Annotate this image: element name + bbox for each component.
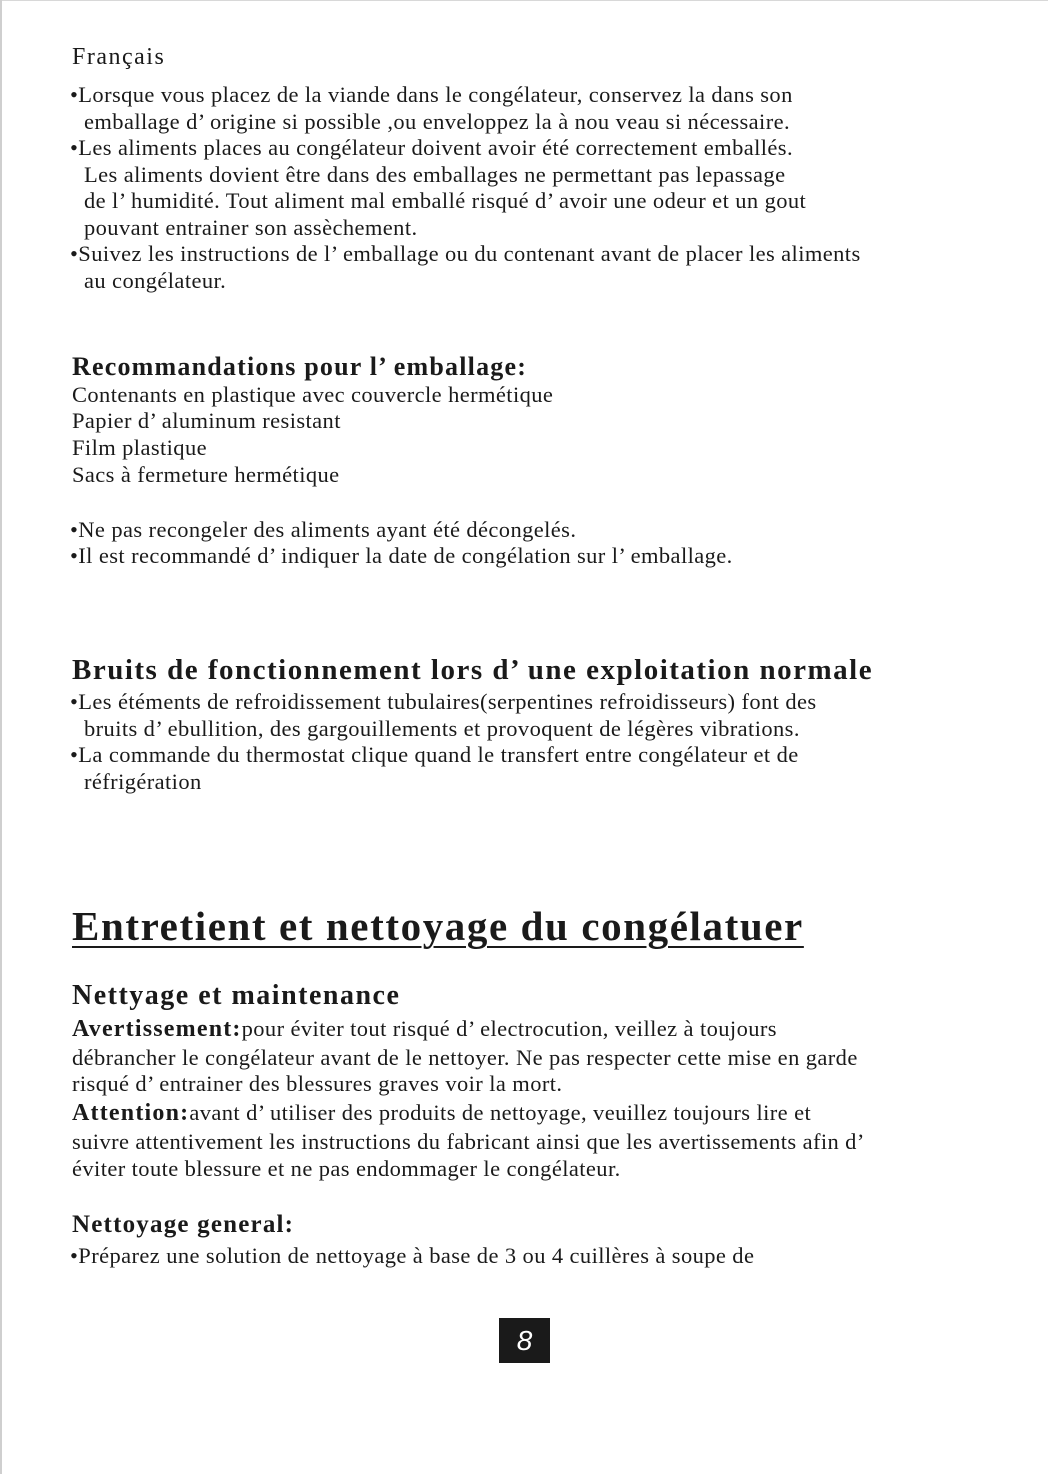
page-number: 8	[499, 1318, 550, 1363]
intro-line-8: au congélateur.	[84, 268, 227, 293]
warning-line-2: débrancher le congélateur avant de le nettoyer. Ne pas respecter cette mise en garde	[72, 1045, 858, 1070]
intro-line-6: pouvant entrainer son assèchement.	[84, 215, 418, 240]
attention-line-3: éviter toute blessure et ne pas endommager le congélateur.	[72, 1156, 621, 1181]
warning-text: pour éviter tout risqué d’ electrocution, veillez à toujours	[241, 1016, 777, 1041]
general-cleaning-line-1: •Préparez une solution de nettoyage à base de 3 ou 4 cuillères à soupe de	[70, 1243, 755, 1268]
general-cleaning-heading: Nettoyage general:	[72, 1211, 295, 1238]
page-border-left	[0, 0, 2, 1474]
care-title: Entretient et nettoyage du congélatuer	[72, 903, 804, 949]
noises-heading: Bruits de fonctionnement lors d’ une exploitation normale	[72, 654, 874, 686]
attention-line-1	[72, 1100, 811, 1127]
noises-line-1: •Les étéments de refroidissement tubulaires(serpentines refroidisseurs) font des	[70, 689, 817, 714]
noises-line-3: •La commande du thermostat clique quand le transfert entre congélateur et de	[70, 742, 799, 767]
intro-line-5: de l’ humidité. Tout aliment mal emballé risqué d’ avoir une odeur et un gout	[84, 188, 807, 213]
packaging-heading: Recommandations pour l’ emballage:	[72, 352, 528, 381]
language-label: Français	[72, 44, 166, 70]
packaging-note-date: •Il est recommandé d’ indiquer la date de congélation sur l’ emballage.	[70, 543, 733, 568]
packaging-item: Papier d’ aluminum resistant	[72, 408, 341, 433]
attention-line-2: suivre attentivement les instructions du fabricant ainsi que les avertissements afin d’	[72, 1129, 865, 1154]
attention-text: avant d’ utiliser des produits de nettoyage, veuillez toujours lire et	[189, 1100, 812, 1125]
intro-line-7: •Suivez les instructions de l’ emballage ou du contenant avant de placer les aliments	[70, 241, 861, 266]
intro-line-3: •Les aliments places au congélateur doivent avoir été correctement emballés.	[70, 135, 793, 160]
page-border-top	[0, 0, 1048, 1]
packaging-note-refreeze: •Ne pas recongeler des aliments ayant été décongelés.	[70, 517, 577, 542]
attention-label: Attention:	[72, 1100, 190, 1126]
noises-line-4: réfrigération	[84, 769, 202, 794]
warning-line-1	[72, 1016, 777, 1043]
packaging-item: Sacs à fermeture hermétique	[72, 462, 340, 487]
care-subheading: Nettyage et maintenance	[72, 980, 401, 1011]
warning-label: Avertissement:	[72, 1016, 242, 1042]
packaging-item: Film plastique	[72, 435, 207, 460]
warning-line-3: risqué d’ entrainer des blessures graves voir la mort.	[72, 1071, 563, 1096]
intro-line-1: •Lorsque vous placez de la viande dans le congélateur, conservez la dans son	[70, 82, 793, 107]
noises-line-2: bruits d’ ebullition, des gargouillements et provoquent de légères vibrations.	[84, 716, 800, 741]
intro-line-4: Les aliments dovient être dans des emballages ne permettant pas lepassage	[84, 162, 786, 187]
packaging-item: Contenants en plastique avec couvercle hermétique	[72, 382, 554, 407]
intro-line-2: emballage d’ origine si possible ,ou enveloppez la à nou veau si nécessaire.	[84, 109, 791, 134]
